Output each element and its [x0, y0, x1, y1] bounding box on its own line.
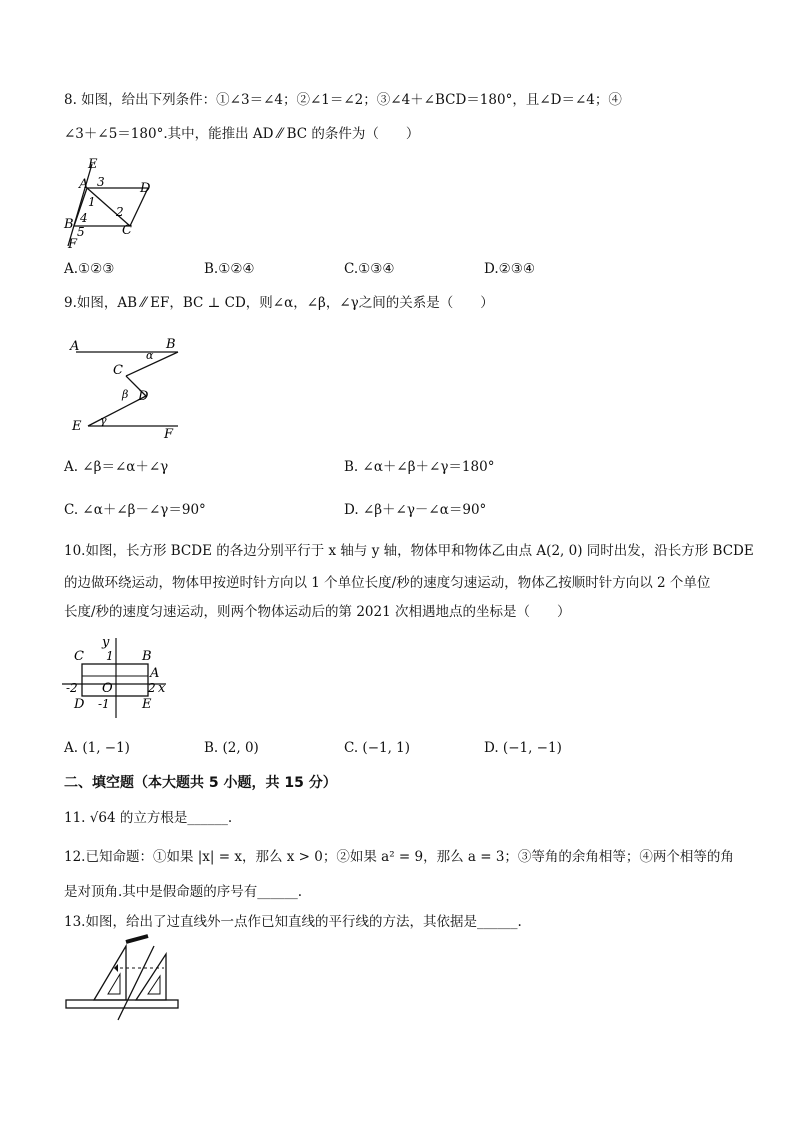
q8-option-b[interactable]: B.①②④	[204, 261, 255, 277]
q12-line2: 是对顶角.其中是假命题的序号有______.	[64, 884, 303, 900]
q10-option-d[interactable]: D. (−1, −1)	[484, 740, 562, 756]
q9-option-b[interactable]: B. ∠α＋∠β＋∠γ＝180°	[344, 459, 495, 475]
q10-label-E: E	[142, 697, 152, 712]
q10-stem-line2: 的边做环绕运动，物体甲按逆时针方向以 1 个单位长度/秒的速度匀速运动，物体乙按顺时针方向以 2 个单位	[64, 575, 711, 591]
q11-text: 11. √64 的立方根是______.	[64, 810, 233, 826]
q9-option-a[interactable]: A. ∠β＝∠α＋∠γ	[64, 459, 169, 475]
q10-stem-line1: 10.如图，长方形 BCDE 的各边分别平行于 x 轴与 y 轴，物体甲和物体乙由点 A(2, 0) 同时出发，沿长方形 BCDE	[64, 543, 754, 559]
q9-label-alpha: α	[146, 349, 154, 362]
section2-heading: 二、填空题（本大题共 5 小题，共 15 分）	[64, 775, 337, 791]
q8-label-B: B	[64, 217, 74, 232]
q10-option-c[interactable]: C. (−1, 1)	[344, 740, 411, 756]
q9-label-beta: β	[122, 388, 129, 401]
q9-stem: 9.如图，AB ⁄⁄ EF，BC ⊥ CD，则∠α，∠β，∠γ之间的关系是（ ）	[64, 295, 494, 311]
q10-label-O: O	[102, 681, 113, 696]
q10-label-C: C	[74, 649, 84, 664]
q8-label-3: 3	[97, 175, 105, 189]
q8-option-a[interactable]: A.①②③	[64, 261, 115, 277]
q8-option-c[interactable]: C.①③④	[344, 261, 395, 277]
q10-label-neg1: -1	[98, 697, 110, 711]
q8-label-E: E	[88, 157, 98, 172]
q8-option-d[interactable]: D.②③④	[484, 261, 535, 277]
q8-stem-line1: 8. 如图，给出下列条件：①∠3＝∠4；②∠1＝∠2；③∠4＋∠BCD＝180°，且∠D＝∠4；④	[64, 92, 622, 108]
q9-label-D: D	[138, 389, 149, 404]
q10-label-y: y	[102, 635, 110, 650]
q10-label-x: x	[158, 681, 166, 696]
q10-stem-line3: 长度/秒的速度匀速运动，则两个物体运动后的第 2021 次相遇地点的坐标是（ ）	[64, 604, 571, 620]
q10-label-2: 2	[148, 681, 156, 695]
q9-figure	[66, 330, 196, 442]
q9-label-C: C	[113, 363, 123, 378]
q8-label-F: F	[68, 237, 78, 252]
q13-text: 13.如图，给出了过直线外一点作已知直线的平行线的方法，其依据是______.	[64, 914, 522, 930]
q8-figure	[60, 156, 160, 252]
q8-label-A: A	[79, 177, 89, 192]
q9-option-c[interactable]: C. ∠α＋∠β－∠γ＝90°	[64, 502, 206, 518]
q12-line1: 12.已知命题：①如果 |x| = x，那么 x > 0；②如果 a² = 9，那么 a = 3；③等角的余角相等；④两个相等的角	[64, 849, 734, 865]
q8-stem-line2: ∠3＋∠5＝180°.其中，能推出 AD ⁄⁄ BC 的条件为（ ）	[64, 126, 420, 142]
q10-option-b[interactable]: B. (2, 0)	[204, 740, 259, 756]
q9-label-F: F	[164, 427, 174, 442]
q10-label-B: B	[142, 649, 152, 664]
q10-label-1: 1	[106, 649, 114, 663]
q9-label-gamma: γ	[100, 414, 107, 427]
q8-label-5: 5	[77, 225, 85, 239]
q8-label-C: C	[122, 223, 132, 238]
q8-label-1: 1	[88, 195, 96, 209]
q13-figure	[64, 936, 194, 1026]
q8-label-D: D	[140, 181, 151, 196]
q10-figure	[60, 634, 180, 720]
q10-option-a[interactable]: A. (1, −1)	[64, 740, 130, 756]
q9-option-d[interactable]: D. ∠β＋∠γ－∠α＝90°	[344, 502, 487, 518]
q9-label-E: E	[72, 419, 82, 434]
q10-label-A: A	[150, 666, 160, 681]
q9-label-B: B	[166, 337, 176, 352]
q10-label-neg2: -2	[66, 681, 78, 695]
q10-label-D: D	[74, 697, 85, 712]
q8-label-4: 4	[80, 211, 88, 225]
q9-label-A: A	[70, 339, 80, 354]
q8-label-2: 2	[116, 205, 124, 219]
